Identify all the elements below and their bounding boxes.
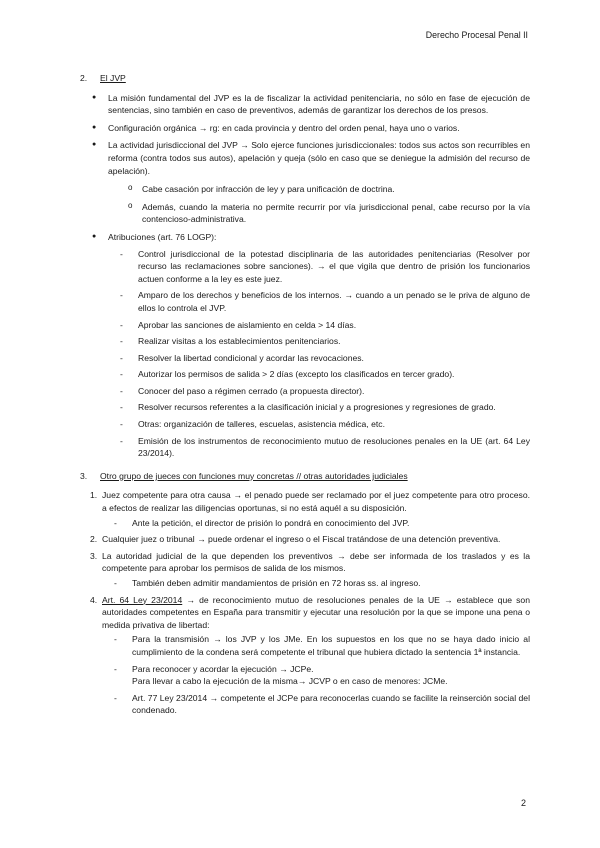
list-item (92, 139, 530, 226)
item-number: 4. (90, 594, 98, 605)
item-text: → de reconocimiento mutuo de resoluciones penales de la UE → establece que son autoridades competentes en España para transmitir y ejecutar una resolución por la que se impone una pena o medida privativa de libertad: (102, 594, 530, 630)
numbered-item (90, 533, 530, 546)
atribucion-item: - Control jurisdiccional de la potestad disciplinaria de las autoridades penitenciarias (Resolver por recurso las reclamaciones sobre sanciones). → el que vigila que dentro de prisión los funcionarios actuen conforme a la ley es este juez. (120, 248, 530, 286)
atribucion-item: - Aprobar las sanciones de aislamiento en celda > 14 días. (120, 319, 530, 332)
law-reference: Art. 64 Ley 23/2014 (102, 594, 183, 605)
sub-list-item: - Para la transmisión → los JVP y los JMe. En los supuestos en los que no se haya dado inicio al cumplimiento de la condena será competente el tribunal que hubiera dictado la sentencia 1ª instancia. (114, 633, 530, 658)
numbered-item (90, 489, 530, 529)
list-item (92, 231, 530, 460)
list-item-text: La actividad jurisdiccional del JVP → Solo ejerce funciones jurisdiccionales: todos sus actos son recurribles en reforma (contra todos sus autos), apelación y queja (sólo en caso que se deniegue la admisión del recurso de apelación). (108, 140, 530, 176)
item-number: 3. (90, 550, 98, 561)
sub-list-item: o Además, cuando la materia no permite recurrir por vía jurisdiccional penal, cabe recurso por la vía contencioso-administrativa. (128, 201, 530, 226)
sub-list (102, 517, 530, 530)
list-item: ● La misión fundamental del JVP es la de fiscalizar la actividad penitenciaria, no sólo en fase de ejecución de sentencias, sino también en caso de preventivos, además de garantizar los derechos de los presos. (92, 92, 530, 117)
list-item: ● Configuración orgánica → rg: en cada provincia y dentro del orden penal, haya uno o varios. (92, 122, 530, 135)
section-2-bullets (80, 92, 530, 460)
section-title: Otro grupo de jueces con funciones muy concretas // otras autoridades judiciales (100, 470, 408, 481)
item-text: Cualquier juez o tribunal → puede ordenar el ingreso o el Fiscal tratándose de una detención preventiva. (102, 534, 501, 545)
item-number: 1. (90, 490, 98, 501)
sub-list (102, 633, 530, 717)
page-number: 2 (520, 798, 526, 808)
section-number: 2. (80, 73, 88, 83)
sub-list (102, 577, 530, 590)
section-number: 3. (80, 470, 88, 481)
atribuciones-list (108, 248, 530, 460)
section-2-heading (80, 72, 530, 85)
sub-list-item-line: - Para reconocer y acordar la ejecución → JCPe. (132, 663, 314, 674)
atribuciones-label: Atribuciones (art. 76 LOGP): (108, 231, 217, 242)
sub-list-item-line: Para llevar a cabo la ejecución de la misma→ JCVP o en caso de menores: JCMe. (132, 676, 448, 687)
sub-list-item: - Ante la petición, el director de prisión lo pondrá en conocimiento del JVP. (114, 517, 530, 530)
atribucion-item: - Resolver recursos referentes a la clasificación inicial y a progresiones y regresiones de grado. (120, 401, 530, 414)
atribucion-item: - Resolver la libertad condicional y acordar las revocaciones. (120, 352, 530, 365)
atribucion-item: - Amparo de los derechos y beneficios de los internos. → cuando a un penado se le priva de alguno de ellos lo controla el JVP. (120, 289, 530, 314)
item-number: 2. (90, 534, 98, 545)
sub-list-item: o Cabe casación por infracción de ley y para unificación de doctrina. (128, 183, 530, 196)
item-text: Juez competente para otra causa → el penado puede ser reclamado por el juez competente para otro proceso. a efectos de realizar las diligencias oportunas, si no está aquél a su disposición. (102, 490, 530, 514)
section-title: El JVP (100, 73, 126, 83)
document-body (80, 66, 530, 721)
atribucion-item: - Autorizar los permisos de salida > 2 días (excepto los clasificados en tercer grado). (120, 368, 530, 381)
section-3-list (80, 489, 530, 717)
section-3-heading (80, 470, 530, 483)
numbered-item (90, 550, 530, 590)
sub-list-item: - Art. 77 Ley 23/2014 → competente el JCPe para reconocerlas cuando se facilite la reinserción social del condenado. (114, 692, 530, 717)
sub-list (108, 183, 530, 226)
sub-list-item (114, 663, 530, 688)
atribucion-item: - Otras: organización de talleres, escuelas, asistencia médica, etc. (120, 418, 530, 431)
sub-list-item: - También deben admitir mandamientos de prisión en 72 horas ss. al ingreso. (114, 577, 530, 590)
atribucion-item: - Conocer del paso a régimen cerrado (a propuesta director). (120, 385, 530, 398)
atribucion-item: - Realizar visitas a los establecimientos penitenciarios. (120, 335, 530, 348)
item-text: La autoridad judicial de la que dependen los preventivos → debe ser informada de los traslados y es la competente para aprobar los permisos de salida de los mismos. (102, 550, 530, 574)
atribucion-item: - Emisión de los instrumentos de reconocimiento mutuo de resoluciones penales en la UE (art. 64 Ley 23/2014). (120, 435, 530, 460)
page-header: Derecho Procesal Penal II (425, 30, 528, 40)
numbered-item (90, 594, 530, 717)
